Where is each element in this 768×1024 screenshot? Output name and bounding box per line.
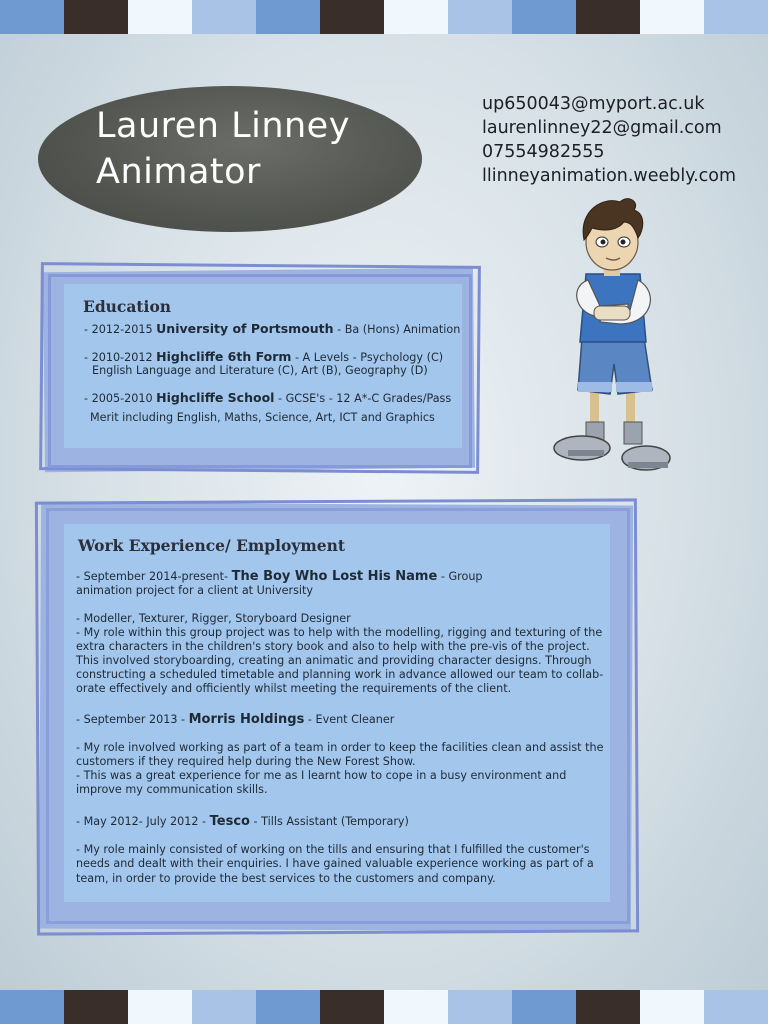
job-dates: - May 2012- July 2012 - [76, 815, 210, 828]
stripe-segment [448, 0, 512, 34]
education-entry [84, 322, 460, 338]
education-entry-continued: English Language and Literature (C), Art (B), Geography (D) [92, 364, 428, 377]
job-line: - My role involved working as part of a team in order to keep the facilities clean and assist the [76, 741, 604, 754]
job-line: - Modeller, Texturer, Rigger, Storyboard Designer [76, 612, 351, 625]
university-email[interactable]: up650043@myport.ac.uk [482, 94, 705, 114]
bottom-color-stripe [0, 990, 768, 1024]
job-title-line [76, 713, 394, 728]
stripe-segment [512, 0, 576, 34]
stripe-segment [0, 990, 64, 1024]
job-dates: - September 2013 - [76, 713, 189, 726]
job-line: This involved storyboarding, creating an animatic and providing character designs. Through [76, 654, 592, 667]
stripe-segment [640, 990, 704, 1024]
entry-institution: Highcliffe School [156, 390, 275, 405]
job-line: needs and dealt with their enquiries. I have gained valuable experience working as part of a [76, 857, 594, 870]
stripe-segment [0, 0, 64, 34]
contact-block [482, 92, 736, 188]
cartoon-boy-icon [548, 196, 674, 480]
entry-dates: - 2010-2012 [84, 351, 157, 364]
job-employer: Tesco [209, 814, 250, 829]
stripe-segment [128, 990, 192, 1024]
stripe-segment [256, 990, 320, 1024]
stripe-segment [320, 0, 384, 34]
entry-dates: - 2012-2015 [84, 323, 157, 336]
entry-detail: - Ba (Hons) Animation [333, 323, 461, 336]
job-role: - Group [437, 570, 483, 583]
education-entry [84, 391, 451, 407]
entry-detail: - A Levels - Psychology (C) [291, 351, 444, 364]
stripe-segment [192, 990, 256, 1024]
job-line: orate effectively and officiently whilst meeting the requirements of the client. [76, 682, 512, 695]
person-title: Animator [96, 152, 261, 192]
stripe-segment [384, 990, 448, 1024]
education-heading: Education [83, 297, 172, 316]
stripe-segment [704, 0, 768, 34]
job-dates: - September 2014-present- [76, 570, 232, 583]
person-name: Lauren Linney [96, 106, 350, 146]
job-employer: The Boy Who Lost His Name [231, 569, 438, 584]
work-heading: Work Experience/ Employment [78, 536, 346, 555]
job-role: - Event Cleaner [304, 713, 395, 726]
entry-dates: - 2005-2010 [84, 392, 157, 405]
stripe-segment [512, 990, 576, 1024]
job-line: constructing a scheduled timetable and planning work in advance allowed our team to collab- [76, 668, 604, 681]
portfolio-website[interactable]: llinneyanimation.weebly.com [482, 166, 737, 186]
job-line: customers if they required help during the New Forest Show. [76, 755, 416, 768]
stripe-segment [320, 990, 384, 1024]
job-line: team, in order to provide the best services to the customers and company. [76, 872, 496, 885]
job-line: - My role mainly consisted of working on the tills and ensuring that I fulfilled the customer's [76, 843, 590, 856]
stripe-segment [192, 0, 256, 34]
stripe-segment [64, 990, 128, 1024]
entry-institution: University of Portsmouth [156, 321, 334, 336]
stripe-segment [128, 0, 192, 34]
phone-number: 07554982555 [482, 142, 605, 162]
stripe-segment [256, 0, 320, 34]
job-line: animation project for a client at University [76, 584, 314, 597]
job-line: - This was a great experience for me as I learnt how to cope in a busy environment and [76, 769, 567, 782]
job-line: - My role within this group project was to help with the modelling, rigging and texturing of the [76, 626, 603, 639]
stripe-segment [64, 0, 128, 34]
stripe-segment [448, 990, 512, 1024]
top-color-stripe [0, 0, 768, 34]
stripe-segment [704, 990, 768, 1024]
stripe-segment [384, 0, 448, 34]
job-line: extra characters in the children's story book and also to help with the pre-vis of the project. [76, 640, 590, 653]
entry-detail: - GCSE's - 12 A*-C Grades/Pass [274, 392, 452, 405]
job-line: improve my communication skills. [76, 783, 268, 796]
job-title-line [76, 570, 483, 585]
job-title-line [76, 815, 409, 830]
job-role: - Tills Assistant (Temporary) [249, 815, 409, 828]
education-entry-continued: Merit including English, Maths, Science, Art, ICT and Graphics [90, 411, 435, 424]
entry-institution: Highcliffe 6th Form [156, 349, 292, 364]
stripe-segment [640, 0, 704, 34]
stripe-segment [576, 0, 640, 34]
stripe-segment [576, 990, 640, 1024]
name-oval [38, 86, 422, 232]
personal-email[interactable]: laurenlinney22@gmail.com [482, 118, 722, 138]
job-employer: Morris Holdings [188, 712, 305, 727]
